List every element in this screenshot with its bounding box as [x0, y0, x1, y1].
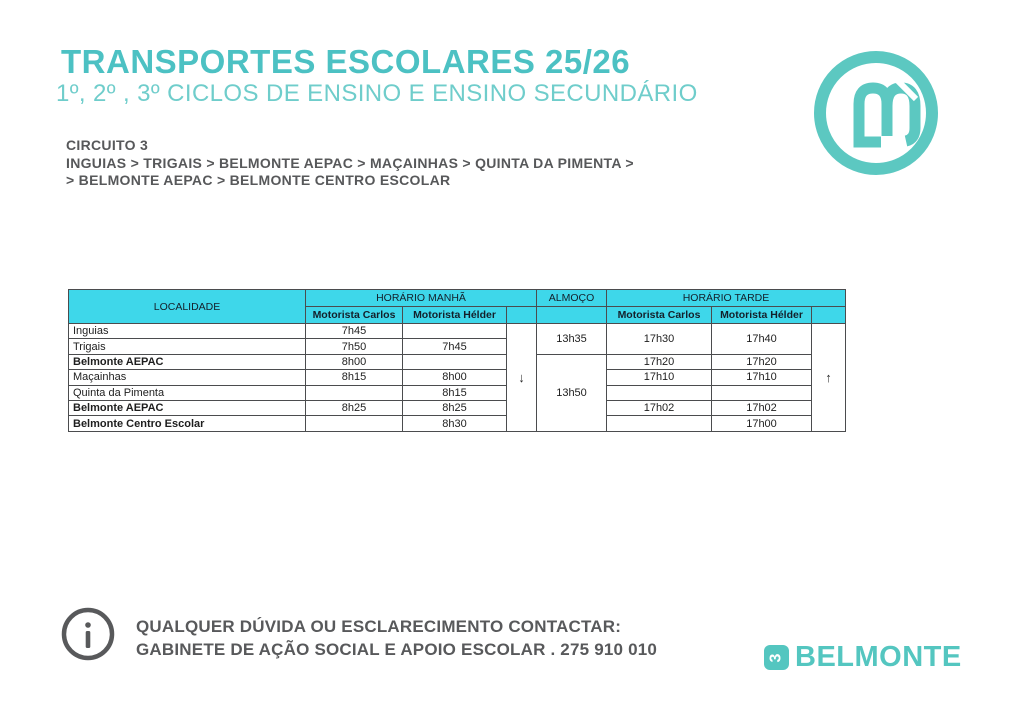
cell-tarde-carlos: 17h02	[607, 400, 712, 415]
cell-tarde-carlos: 17h20	[607, 354, 712, 369]
cell-manha-helder: 8h00	[403, 370, 507, 385]
cell-tarde-helder: 17h00	[712, 416, 812, 431]
column-header-manha-motorista-carlos: Motorista Carlos	[306, 307, 403, 324]
cell-manha-carlos: 8h00	[306, 354, 403, 369]
up-arrow-icon: ↑	[812, 324, 846, 432]
municipality-logo-icon	[812, 49, 940, 177]
cell-localidade: Inguias	[69, 324, 306, 339]
cell-tarde-carlos	[607, 416, 712, 431]
spacer-header-cell	[812, 307, 846, 324]
contact-line2: GABINETE DE AÇÃO SOCIAL E APOIO ESCOLAR . 275 910 010	[136, 640, 658, 659]
cell-tarde-helder: 17h02	[712, 400, 812, 415]
table-row-macainhas	[69, 370, 846, 385]
page-subtitle: 1º, 2º , 3º CICLOS DE ENSINO E ENSINO SECUNDÁRIO	[56, 80, 698, 107]
column-header-almoco: ALMOÇO	[537, 290, 607, 307]
cell-tarde-carlos: 17h10	[607, 370, 712, 385]
cell-almoco-second: 13h50	[537, 354, 607, 431]
contact-text	[136, 615, 657, 661]
brand-badge-icon	[764, 645, 789, 670]
cell-manha-carlos	[306, 385, 403, 400]
brand-badge-glyph: 3	[767, 653, 785, 662]
cell-manha-helder	[403, 354, 507, 369]
cell-localidade: Quinta da Pimenta	[69, 385, 306, 400]
cell-localidade: Belmonte Centro Escolar	[69, 416, 306, 431]
cell-manha-carlos: 7h50	[306, 339, 403, 354]
cell-manha-carlos: 8h25	[306, 400, 403, 415]
brand-logo	[764, 641, 962, 674]
cell-tarde-carlos	[607, 385, 712, 400]
cell-manha-carlos	[306, 416, 403, 431]
column-header-localidade: LOCALIDADE	[69, 290, 306, 324]
column-header-horario-tarde: HORÁRIO TARDE	[607, 290, 846, 307]
cell-manha-helder: 8h30	[403, 416, 507, 431]
table-row-belmonte-centro-escolar	[69, 416, 846, 431]
cell-manha-carlos: 7h45	[306, 324, 403, 339]
cell-tarde-helder-first: 17h40	[712, 324, 812, 355]
brand-wordmark: BELMONTE	[795, 641, 962, 673]
circuit-route-line2: > BELMONTE AEPAC > BELMONTE CENTRO ESCOLAR	[66, 172, 451, 188]
cell-manha-helder: 8h15	[403, 385, 507, 400]
table-row-inguias	[69, 324, 846, 339]
column-header-tarde-motorista-helder: Motorista Hélder	[712, 307, 812, 324]
cell-almoco-first: 13h35	[537, 324, 607, 355]
cell-tarde-helder	[712, 385, 812, 400]
cell-tarde-carlos-first: 17h30	[607, 324, 712, 355]
spacer-header-cell	[507, 307, 537, 324]
table-header-row-groups	[69, 290, 846, 307]
table-row-belmonte-aepac-2	[69, 400, 846, 415]
circuit-route-line1: INGUIAS > TRIGAIS > BELMONTE AEPAC > MAÇAINHAS > QUINTA DA PIMENTA >	[66, 154, 634, 171]
cell-localidade: Maçainhas	[69, 370, 306, 385]
column-header-horario-manha: HORÁRIO MANHÃ	[306, 290, 537, 307]
cell-manha-helder: 8h25	[403, 400, 507, 415]
cell-manha-helder	[403, 324, 507, 339]
table-row-quinta-da-pimenta	[69, 385, 846, 400]
circuit-name: CIRCUITO 3	[66, 137, 149, 153]
cell-tarde-helder: 17h10	[712, 370, 812, 385]
column-header-manha-motorista-helder: Motorista Hélder	[403, 307, 507, 324]
cell-tarde-helder: 17h20	[712, 354, 812, 369]
column-header-tarde-motorista-carlos: Motorista Carlos	[607, 307, 712, 324]
cell-localidade: Belmonte AEPAC	[69, 400, 306, 415]
info-icon	[60, 606, 116, 662]
cell-localidade: Belmonte AEPAC	[69, 354, 306, 369]
page-title: TRANSPORTES ESCOLARES 25/26	[61, 43, 631, 80]
table-row-belmonte-aepac-1	[69, 354, 846, 369]
contact-line1: QUALQUER DÚVIDA OU ESCLARECIMENTO CONTACTAR:	[136, 617, 622, 636]
circuit-info	[66, 137, 634, 190]
spacer-header-cell	[537, 307, 607, 324]
schedule-table	[68, 289, 846, 432]
cell-manha-carlos: 8h15	[306, 370, 403, 385]
cell-localidade: Trigais	[69, 339, 306, 354]
cell-manha-helder: 7h45	[403, 339, 507, 354]
down-arrow-icon: ↓	[507, 324, 537, 432]
